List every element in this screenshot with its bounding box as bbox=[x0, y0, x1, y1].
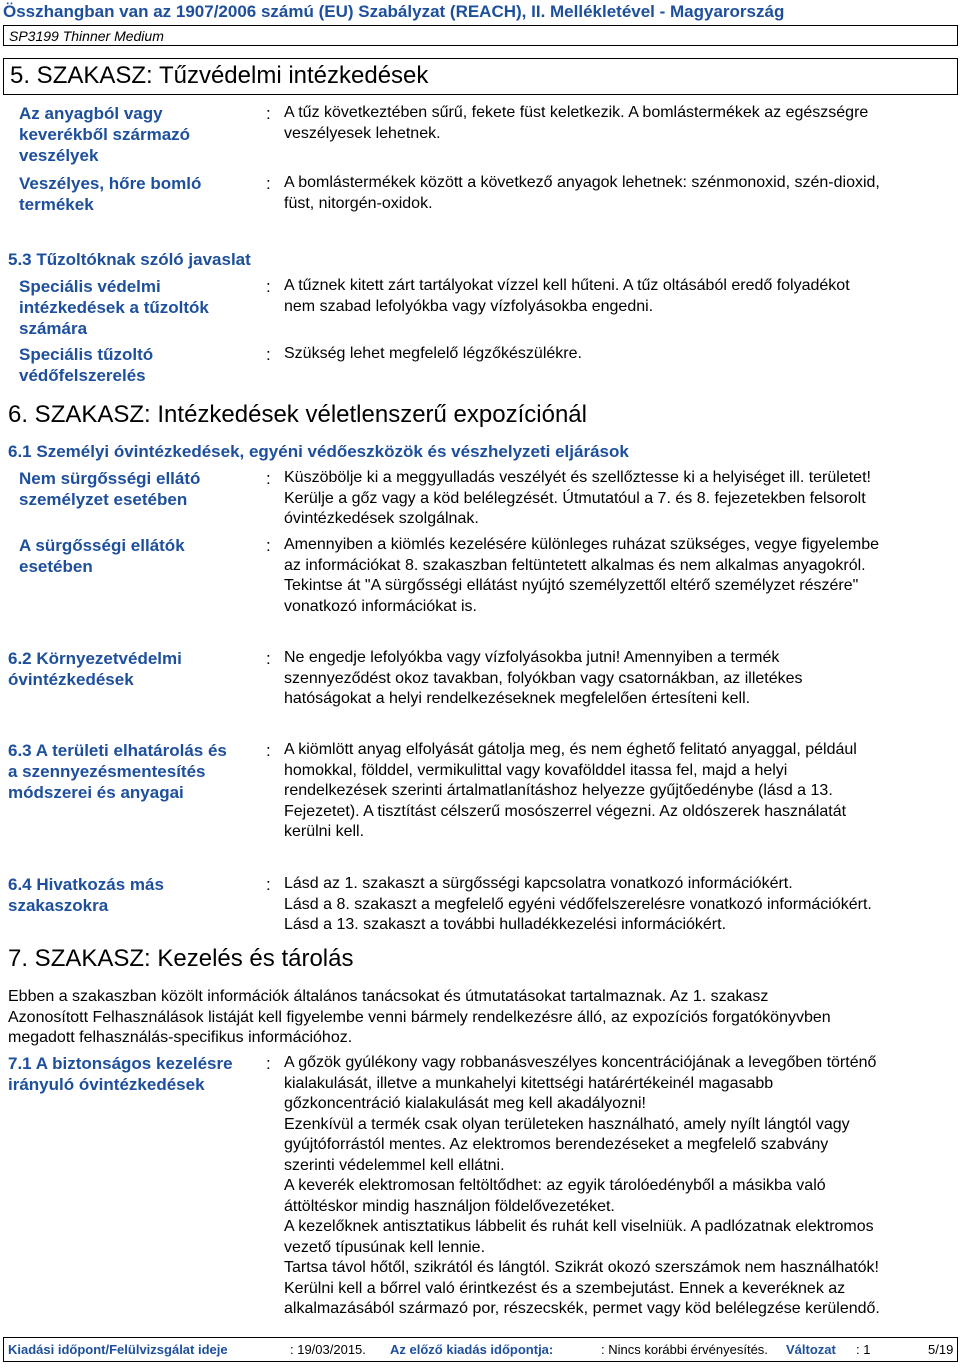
environmental-precautions-label: 6.2 Környezetvédelmi óvintézkedések bbox=[8, 649, 182, 689]
emergency-responders-text: Amennyiben a kiömlés kezelésére különleges ruházat szükséges, vegye figyelembe az információkat 8. szakaszban feltüntetett alkalmas és nem alkalmas anyagokról. Tekintse át "A sürgősségi ellátást nyújtó személyzettől eltérő személyzet részére" vonatkozó információkat is. bbox=[284, 536, 879, 615]
colon: : bbox=[266, 875, 271, 894]
safe-handling-label: 7.1 A biztonságos kezelésre irányuló óvintézkedések bbox=[8, 1054, 233, 1094]
document-header-title: Összhangban van az 1907/2006 számú (EU) Szabályzat (REACH), II. Mellékletével - Magyarország bbox=[3, 2, 785, 21]
footer-previous-value: : Nincs korábbi érvényesítés. bbox=[601, 1342, 768, 1357]
colon: : bbox=[266, 536, 271, 555]
section5-title: 5. SZAKASZ: Tűzvédelmi intézkedések bbox=[10, 62, 429, 89]
decomposition-text: A bomlástermékek között a következő anyagok lehetnek: szénmonoxid, szén-dioxid, füst, nitorgén-oxidok. bbox=[284, 174, 880, 212]
hazards-text: A tűz következtében sűrű, fekete füst keletkezik. A bomlástermékek az egészségre veszélyesek lehetnek. bbox=[284, 104, 869, 142]
colon: : bbox=[266, 277, 271, 296]
reference-sections-label: 6.4 Hivatkozás más szakaszokra bbox=[8, 875, 164, 915]
protective-equipment-label: Speciális tűzoltó védőfelszerelés bbox=[19, 345, 154, 385]
non-emergency-text: Küszöbölje ki a meggyulladás veszélyét és szellőztesse ki a helyiséget ill. területet! Kerülje a gőz vagy a köd belélegzését. Útmutatóul a 7. és 8. fejezetekben felsorolt óvintézkedések szolgálnak. bbox=[284, 469, 871, 527]
footer-previous-label: Az előző kiadás időpontja: bbox=[390, 1342, 554, 1357]
containment-label: 6.3 A területi elhatárolás és a szennyezésmentesítés módszerei és anyagai bbox=[8, 741, 227, 802]
containment-text: A kiömlött anyag elfolyását gátolja meg, és nem éghető felitató anyaggal, például homokkal, földdel, vermikulittal vagy kovafölddel itassa fel, majd a helyi rendelkezések szerinti ártalmatlanításhoz helyezze gyűjtőedénybe (lásd a 13. Fejezetet). A tisztítást célszerű mosószerrel végezni. Az oldószerek használatát kerülni kell. bbox=[284, 741, 857, 840]
footer-version-label: Változat bbox=[786, 1342, 836, 1357]
footer-issue-label: Kiadási időpont/Felülvizsgálat ideje bbox=[8, 1342, 228, 1357]
colon: : bbox=[266, 174, 271, 193]
colon: : bbox=[266, 345, 271, 364]
section7-title: 7. SZAKASZ: Kezelés és tárolás bbox=[8, 945, 354, 972]
protective-equipment-text: Szükség lehet megfelelő légzőkészülékre. bbox=[284, 345, 582, 362]
non-emergency-label: Nem sürgősségi ellátó személyzet esetében bbox=[19, 469, 201, 509]
safe-handling-text: A gőzök gyúlékony vagy robbanásveszélyes koncentrációjának a levegőben történő kialakulását, illetve a munkahelyi kitettségi határértékeinél magasabb gőzkoncentráció kialakulását meg kell akadályozni! Ezenkívül a termék csak olyan területeken használható, amely nyílt lángtól vagy gyújtóforrástól mentes. Az elektromos berendezéseket a megfelelő szabvány szerinti védelemmel kell ellátni. A keverék elektromosan feltöltődhet: az egyik tárolóedényből a másikba való áttöltéskor mindig használjon földelővezetéket. A kezelőknek antisztatikus lábbelit és ruhát kell viselniük. A padlózatnak elektromos vezető típusúnak kell lennie. Tartsa távol hőtől, szikrától és lángtól. Szikrát okozó szerszámok nem használhatók! Kerülni kell a bőrrel való érintkezést és a szembejutást. Ennek a keveréknek az alkalmazásából származó por, részecskék, permet vagy köd belélegzése kerülendő. bbox=[284, 1054, 880, 1317]
subsection-5-3-title: 5.3 Tűzoltóknak szóló javaslat bbox=[8, 250, 251, 269]
hazards-label: Az anyagból vagy keverékből származó veszélyek bbox=[19, 104, 191, 165]
footer-issue-value: : 19/03/2015. bbox=[290, 1342, 366, 1357]
special-measures-text: A tűznek kitett zárt tartályokat vízzel kell hűteni. A tűz oltásából eredő folyadékot nem szabad lefolyókba vagy vízfolyásokba engedni. bbox=[284, 277, 850, 315]
reference-sections-text: Lásd az 1. szakaszt a sürgősségi kapcsolatra vonatkozó információkért. Lásd a 8. szakaszt a megfelelő egyéni védőfelszerelésre vonatkozó információkért. Lásd a 13. szakaszt a további hulladékkezelési információkért. bbox=[284, 875, 872, 933]
product-name: SP3199 Thinner Medium bbox=[9, 28, 164, 44]
footer-page-number: 5/19 bbox=[928, 1342, 954, 1357]
colon: : bbox=[266, 741, 271, 760]
colon: : bbox=[266, 1054, 271, 1073]
footer-version-value: : 1 bbox=[856, 1342, 871, 1357]
section6-title: 6. SZAKASZ: Intézkedések véletlenszerű expozíciónál bbox=[8, 401, 587, 428]
special-measures-label: Speciális védelmi intézkedések a tűzoltók számára bbox=[19, 277, 209, 338]
decomposition-label: Veszélyes, hőre bomló termékek bbox=[19, 174, 202, 214]
colon: : bbox=[266, 649, 271, 668]
colon: : bbox=[266, 104, 271, 123]
emergency-responders-label: A sürgősségi ellátók esetében bbox=[19, 536, 185, 576]
section7-intro: Ebben a szakaszban közölt információk általános tanácsokat és útmutatásokat tartalmaznak. Az 1. szakasz Azonosított Felhasználások listáját kell figyelembe venni bármely rendelkezésre álló, az expozíciós forgatókönyvben megadott felhasználás-specifikus információhoz. bbox=[8, 988, 831, 1046]
colon: : bbox=[266, 469, 271, 488]
subsection-6-1-title: 6.1 Személyi óvintézkedések, egyéni védőeszközök és vészhelyzeti eljárások bbox=[8, 442, 629, 461]
environmental-precautions-text: Ne engedje lefolyókba vagy vízfolyásokba jutni! Amennyiben a termék szennyeződést okoz tavakban, folyókban vagy csatornákban, az illetékes hatóságokat a helyi rendelkezéseknek megfelelően értesíteni kell. bbox=[284, 649, 803, 707]
